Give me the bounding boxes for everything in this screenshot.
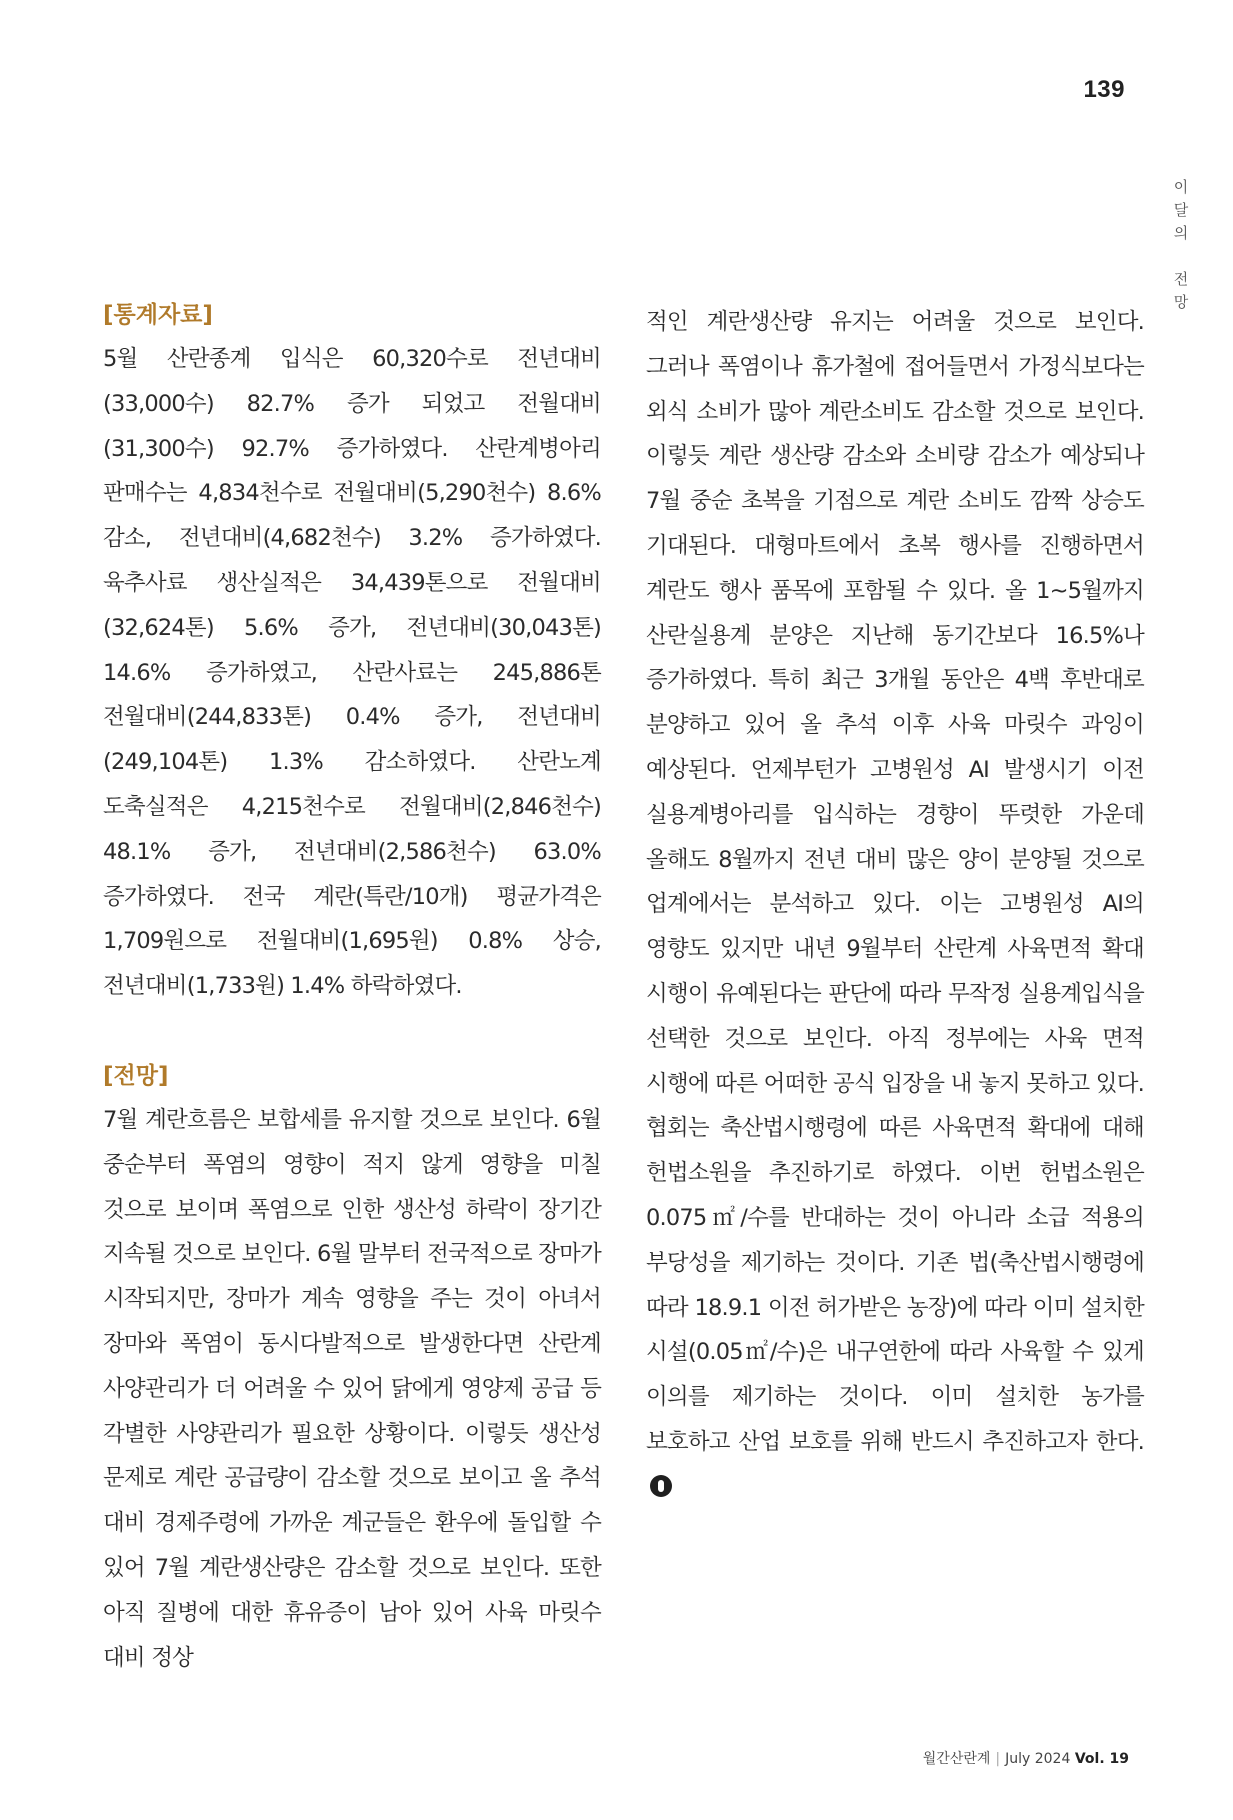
- magazine-title: 월간산란계: [922, 1751, 991, 1767]
- side-label-char: 망: [1173, 293, 1189, 311]
- left-column: [103, 300, 601, 1680]
- section-divider-space: [103, 1009, 601, 1061]
- side-label-char: 달: [1173, 201, 1189, 219]
- outlook-paragraph-right-text: 적인 계란생산량 유지는 어려울 것으로 보인다. 그러나 폭염이나 휴가철에 접어들면서 가정식보다는 외식 소비가 많아 계란소비도 감소할 것으로 보인다. 이렇듯 계란 생산량 감소와 소비량 감소가 예상되나 7월 중순 초복을 기점으로 계란 소비도 깜짝 상승도 기대된다. 대형마트에서 초복 행사를 진행하면서 계란도 행사 품목에 포함될 수 있다. 올 1~5월까지 산란실용계 분양은 지난해 동기간보다 16.5%나 증가하였다. 특히 최근 3개월 동안은 4백 후반대로 분양하고 있어 올 추석 이후 사육 마릿수 과잉이 예상된다. 언제부턴가 고병원성 AI 발생시기 이전 실용계병아리를 입식하는 경향이 뚜렷한 가운데 올해도 8월까지 전년 대비 많은 양이 분양될 것으로 업계에서는 분석하고 있다. 이는 고병원성 AI의 영향도 있지만 내년 9월부터 산란계 사육면적 확대 시행이 유예된다는 판단에 따라 무작정 실용계입식을 선택한 것으로 보인다. 아직 정부에는 사육 면적 시행에 따른 어떠한 공식 입장을 내 놓지 못하고 있다. 협회는 축산법시행령에 따른 사육면적 확대에 대해 헌법소원을 추진하기로 하였다. 이번 헌법소원은 0.075㎡/수를 반대하는 것이 아니라 소급 적용의 부당성을 제기하는 것이다. 기존 법(축산법시행령에 따라 18.9.1 이전 허가받은 농장)에 따라 이미 설치한 시설(0.05㎡/수)은 내구연한에 따라 사육할 수 있게 이의를 제기하는 것이다. 이미 설치한 농가를 보호하고 산업 보호를 위해 반드시 추진하고자 한다.: [646, 309, 1144, 1455]
- outlook-heading: [전망]: [103, 1062, 169, 1089]
- side-label-char: 의: [1173, 224, 1189, 242]
- stats-paragraph: 5월 산란종계 입식은 60,320수로 전년대비(33,000수) 82.7% 증가 되었고 전월대비(31,300수) 92.7% 증가하였다. 산란계병아리 판매수는 4,834천수로 전월대비(5,290천수) 8.6% 감소, 전년대비(4,682천수) 3.2% 증가하였다. 육추사료 생산실적은 34,439톤으로 전월대비(32,624톤) 5.6% 증가, 전년대비(30,043톤) 14.6% 증가하였고, 산란사료는 245,886톤 전월대비(244,833톤) 0.4% 증가, 전년대비(249,104톤) 1.3% 감소하였다. 산란노계 도축실적은 4,215천수로 전월대비(2,846천수) 48.1% 증가, 전년대비(2,586천수) 63.0% 증가하였다. 전국 계란(특란/10개) 평균가격은 1,709원으로 전월대비(1,695원) 0.8% 상승, 전년대비(1,733원) 1.4% 하락하였다.: [103, 346, 601, 1000]
- outlook-paragraph-left: 7월 계란흐름은 보합세를 유지할 것으로 보인다. 6월 중순부터 폭염의 영향이 적지 않게 영향을 미칠 것으로 보이며 폭염으로 인한 생산성 하락이 장기간 지속될 것으로 보인다. 6월 말부터 전국적으로 장마가 시작되지만, 장마가 계속 영향을 주는 것이 아녀서 장마와 폭염이 동시다발적으로 발생한다면 산란계 사양관리가 더 어려울 수 있어 닭에게 영양제 공급 등 각별한 사양관리가 필요한 상황이다. 이렇듯 생산성 문제로 계란 공급량이 감소할 것으로 보이고 올 추석 대비 경제주령에 가까운 계군들은 환우에 돌입할 수 있어 7월 계란생산량은 감소할 것으로 보인다. 또한 아직 질병에 대한 휴유증이 남아 있어 사육 마릿수 대비 정상: [103, 1106, 601, 1671]
- section-side-label: [1169, 176, 1193, 314]
- volume-number: Vol. 19: [1074, 1751, 1129, 1767]
- side-label-char: 이: [1173, 178, 1189, 196]
- page-footer: [923, 1748, 1129, 1768]
- side-label-char: 전: [1173, 270, 1189, 288]
- outlook-paragraph-right: [646, 300, 1144, 1510]
- stats-heading: [통계자료]: [103, 302, 213, 328]
- side-label-gap: [1169, 245, 1193, 268]
- page-number: 139: [1083, 76, 1125, 103]
- egg-end-mark-icon: [650, 1475, 672, 1497]
- right-column: [646, 300, 1144, 1510]
- footer-separator: |: [995, 1751, 1001, 1767]
- issue-date: July 2024: [1005, 1751, 1071, 1767]
